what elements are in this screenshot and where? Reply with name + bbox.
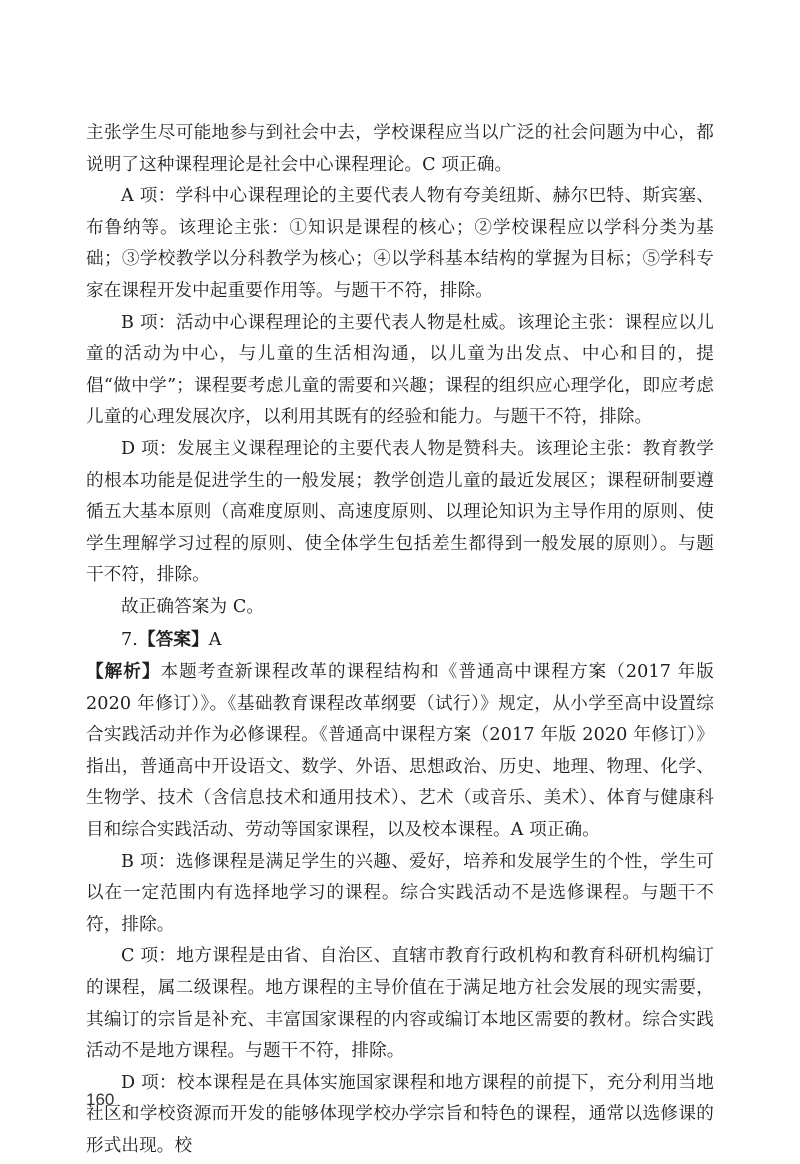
paragraph-social-center-conclusion — [86, 118, 714, 181]
question-7-answer — [86, 624, 714, 657]
page-number: 160 — [86, 1090, 115, 1109]
paragraph-option-c-local — [86, 941, 714, 1067]
paragraph-option-a-subject-center — [86, 181, 714, 307]
question-7-analysis — [86, 656, 714, 847]
text-segment: B 项：选修课程是满足学生的兴趣、爱好，培养和发展学生的个性，学生可以在一定范围内有选择地学习的课程。综合实践活动不是选修课程。与题干不符，排除。 — [86, 851, 714, 935]
question-number: 7. — [121, 629, 138, 650]
text-segment: D 项：发展主义课程理论的主要代表人物是赞科夫。该理论主张：教育教学的根本功能是促进学生的一般发展；教学创造儿童的最近发展区；课程研制要遵循五大基本原则（高难度原则、高速度原则、以理论知识为主导作用的原则、使学生理解学习过程的原则、使全体学生包括差生都得到一般发展的原则）。与题干不符，排除。 — [86, 438, 714, 586]
answer-label: 【答案】 — [138, 628, 209, 650]
analysis-label: 【解析】 — [86, 661, 161, 683]
text-segment: 本题考查新课程改革的课程结构和《普通高中课程方案（2017 年版 2020 年修订）》。《基础教育课程改革纲要（试行）》规定，从小学至高中设置综合实践活动并作为必修课程。《普通高中课程方案（2017 年版 2020 年修订）》指出，普通高中开设语文、数学、外语、思想政治、历史、地理、物理、化学、生物学、技术（含信息技术和通用技术）、艺术（或音乐、美术）、体育与健康科目和综合实践活动、劳动等国家课程，以及校本课程。A 项正确。 — [86, 662, 714, 841]
paragraph-option-d-developmentalism — [86, 434, 714, 592]
text-segment: B 项：活动中心课程理论的主要代表人物是杜威。该理论主张：课程应以儿童的活动为中心，与儿童的生活相沟通，以儿童为出发点、中心和目的，提倡“做中学”；课程要考虑儿童的需要和兴趣；课程的组织应心理学化，即应考虑儿童的心理发展次序，以利用其既有的经验和能力。与题干不符，排除。 — [86, 312, 714, 428]
text-segment: D 项：校本课程是在具体实施国家课程和地方课程的前提下，充分利用当地社区和学校资源而开发的能够体现学校办学宗旨和特色的课程，通常以选修课的形式出现。校 — [86, 1072, 714, 1156]
text-segment: 主张学生尽可能地参与到社会中去，学校课程应当以广泛的社会问题为中心，都说明了这种课程理论是社会中心课程理论。C 项正确。 — [86, 123, 714, 175]
text-segment: A 项：学科中心课程理论的主要代表人物有夸美纽斯、赫尔巴特、斯宾塞、布鲁纳等。该理论主张：①知识是课程的核心；②学校课程应以学科分类为基础；③学校教学以分科教学为核心；④以学科基本结构的掌握为目标；⑤学科专家在课程开发中起重要作用等。与题干不符，排除。 — [86, 186, 714, 301]
paragraph-correct-answer — [86, 592, 714, 624]
paragraph-option-b-elective — [86, 847, 714, 942]
body-text — [86, 118, 714, 1163]
paragraph-option-b-activity-center — [86, 308, 714, 434]
text-segment: C 项：地方课程是由省、自治区、直辖市教育行政机构和教育科研机构编订的课程，属二级课程。地方课程的主导价值在于满足地方社会发展的现实需要，其编订的宗旨是补充、丰富国家课程的内容或编订本地区需要的教材。综合实践活动不是地方课程。与题干不符，排除。 — [86, 946, 714, 1062]
answer-value: A — [208, 629, 222, 650]
text-segment: 故正确答案为 C。 — [121, 596, 265, 617]
paragraph-option-d-school-based — [86, 1068, 714, 1163]
